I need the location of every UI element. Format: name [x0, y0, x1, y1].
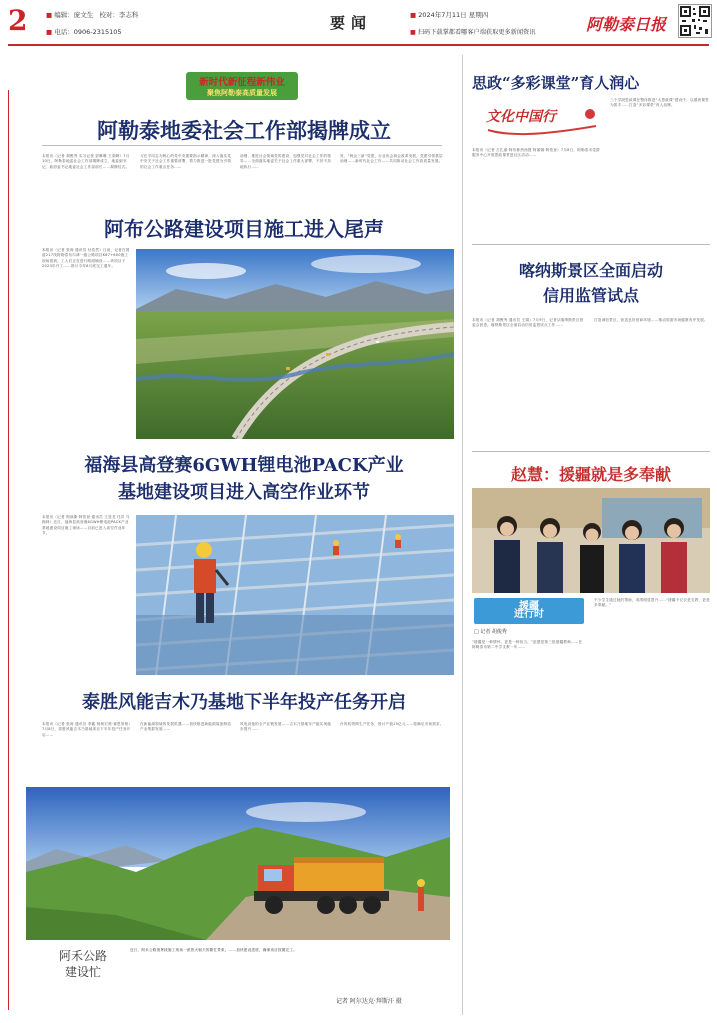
scan-bullet-icon: ■ — [410, 29, 416, 36]
date: 2024年7月11日 星期四 — [418, 11, 489, 19]
photo-credit: 记者 阿尔达克·拜斯汗 摄 — [336, 998, 402, 1005]
theme-banner — [186, 72, 298, 100]
editor-bullet-icon: ■ — [46, 11, 53, 19]
article1-headline: 阿勒泰地委社会工作部揭牌成立 — [97, 118, 391, 143]
article1-col1: 本报讯（记者 胡俊秀 实习记者 彭琳琳 王梁啊）7月10日，阿勒泰地委社会工作部揭牌成立，地委副书记、政府委书记地委社会工作部部长……揭牌仪式。 — [42, 154, 130, 169]
article2-headline: 阿布公路建设项目施工进入尾声 — [104, 217, 384, 241]
right-article2-headline-line2: 信用监管试点 — [542, 286, 639, 305]
right-article3-byline — [474, 628, 507, 635]
right-article3-col2: 不少学生通过她的帮助，成绩明显提升……“援疆不仅仅是支教，更是多奉献。” — [594, 598, 710, 608]
article1-col4: 发、“两企三新”党建、行业协会商会改革发展，党建引领基层治理……新时代社会工作……共同推动社会工作高质量发展。 — [340, 154, 443, 164]
left-margin-bracket — [8, 90, 12, 1010]
byline-text: 记者 胡俊秀 — [480, 629, 507, 635]
article2-col: 本报讯（记者 张涛 通讯员 付浩然）日前，记者在国道217线阿勒泰布尔津一级公路项目K67+600施工现场看到，工人们正在进行路面铺设……该项目于2023年开工……预计今年8月底交工通车。 — [42, 248, 130, 269]
article4-col2: 在新能源领域的发展机遇……加快推进新能源装备制造产业集群发展…… — [140, 722, 232, 732]
group-portrait-photo — [472, 488, 710, 593]
culture-logo-text: 文化中国行 — [486, 109, 556, 125]
right-article2-col2: 打造诚信景区，营造良好营商环境……推动旅游市场健康有序发展。 — [594, 318, 708, 322]
checker: 校对：李志科 — [99, 11, 139, 19]
aid-banner — [474, 598, 584, 624]
date-line — [410, 10, 488, 19]
phone: 电话：0906-2315105 — [54, 28, 122, 36]
header-rule — [8, 44, 709, 46]
banner-line1: 新时代新征程新伟业 — [199, 77, 285, 88]
photo-caption-label — [40, 948, 126, 1008]
paper-name: 阿勒泰日报 — [586, 15, 667, 34]
battery-site-photo — [136, 515, 454, 675]
right-article1-col2: 三个学段思政课在整体推进“大思政课”建设中，以德育课堂为抓手……打造“多彩课堂”育人品牌。 — [610, 98, 709, 108]
masthead — [0, 0, 717, 46]
phone-bullet-icon: ■ — [46, 28, 53, 36]
scan-hint — [410, 27, 535, 36]
article4-headline: 泰胜风能吉木乃基地下半年投产任务开启 — [82, 692, 406, 713]
page-number: 2 — [8, 4, 28, 37]
article3-col: 本报讯（记者 阿那斯·阿依登 通讯员 王显龙 任洋 马翰林）近日，福海县高登赛6GWH锂电池PACK产业基地建设项目施工现场……目前已进入高空作业环节。 — [42, 515, 130, 536]
road-construction-photo — [136, 249, 454, 439]
article1-col2: 习在平同志为核心的党中央重要指示精神，深入落实党中央关于社会工作重要部署，着力推进一批党建为引领的社会工作重点任务…… — [140, 154, 232, 169]
right-article2-col1: 本报讯（记者 胡俊秀 通讯员 王娟）7月9日，记者从喀纳斯景区管委会获悉，喀纳斯景区全面启动信用监管试点工作…… — [472, 318, 584, 328]
culture-logo — [478, 100, 606, 140]
truck-road-photo — [26, 787, 450, 940]
aid-banner-label: 援疆 进行时 — [514, 601, 544, 620]
right-article1-headline: 思政“多彩课堂”育人润心 — [472, 74, 640, 92]
right-divider1 — [472, 244, 710, 245]
article3-headline-line2: 基地建设项目进入高空作业环节 — [118, 482, 370, 503]
right-article3-col1: “援疆是一种情怀，更是一种担当。”赵慧是第三批援疆教师……在阿勒泰市第二中学支教一年…… — [472, 640, 583, 650]
article4-col1: 本报讯（记者 张涛 通讯员 李鑫 杨柯宏晨·赛恩努格）7月8日，泰胜风能吉木乃基地项目下半年投产任务开启…… — [42, 722, 133, 737]
column-divider — [462, 55, 463, 1015]
byline-bullet-icon: □ — [474, 629, 479, 635]
article1-divider — [42, 145, 442, 146]
banner-line2: 聚焦阿勒泰高质量发展 — [207, 89, 277, 97]
article4-col3: 风电设备的全产业链发展……吉木乃基地年产能实现稳步提升…… — [240, 722, 332, 732]
photo-caption: 近日，阿禾公路指挥段施工现场一派热火朝天的繁忙景象。……加快建设进度，确保项目按期完工。 — [130, 948, 297, 952]
section-title: 要闻 — [330, 14, 373, 32]
article4-col4: 台风机塔筒生产任务，预计产值15亿元……将满足市场需求。 — [340, 722, 444, 726]
right-article2-headline-line1: 喀纳斯景区全面启动 — [518, 261, 663, 280]
editor-info — [46, 10, 138, 19]
phone-info — [46, 27, 122, 36]
date-bullet-icon: ■ — [410, 11, 417, 19]
caption-label-line1: 阿禾公路 — [58, 949, 107, 963]
right-divider2 — [472, 451, 710, 452]
qr-code-icon — [678, 4, 712, 38]
right-article1-col1: 本报讯（记者 古扎丽·阿布都热西提 阿丽娜·阿依登）7月8日，阿勒泰市党群服务中心开展思政课堂进社区活动…… — [472, 148, 600, 158]
right-article3-headline: 赵慧：援疆就是多奉献 — [510, 465, 671, 484]
editor: 编辑：庞文生 — [54, 11, 94, 19]
caption-label-line2: 建设忙 — [64, 965, 101, 979]
article1-col3: 治理、推进社会领域党的建设、加强党对社会工作的领导……全面落实地委关于社会工作重大部署，不折不扣地执行…… — [240, 154, 332, 169]
scan-hint-text: 扫码下载掌都看哪客户端获取更多新闻资讯 — [417, 29, 536, 36]
article3-headline-line1: 福海县高登赛6GWH锂电池PACK产业 — [84, 455, 404, 476]
